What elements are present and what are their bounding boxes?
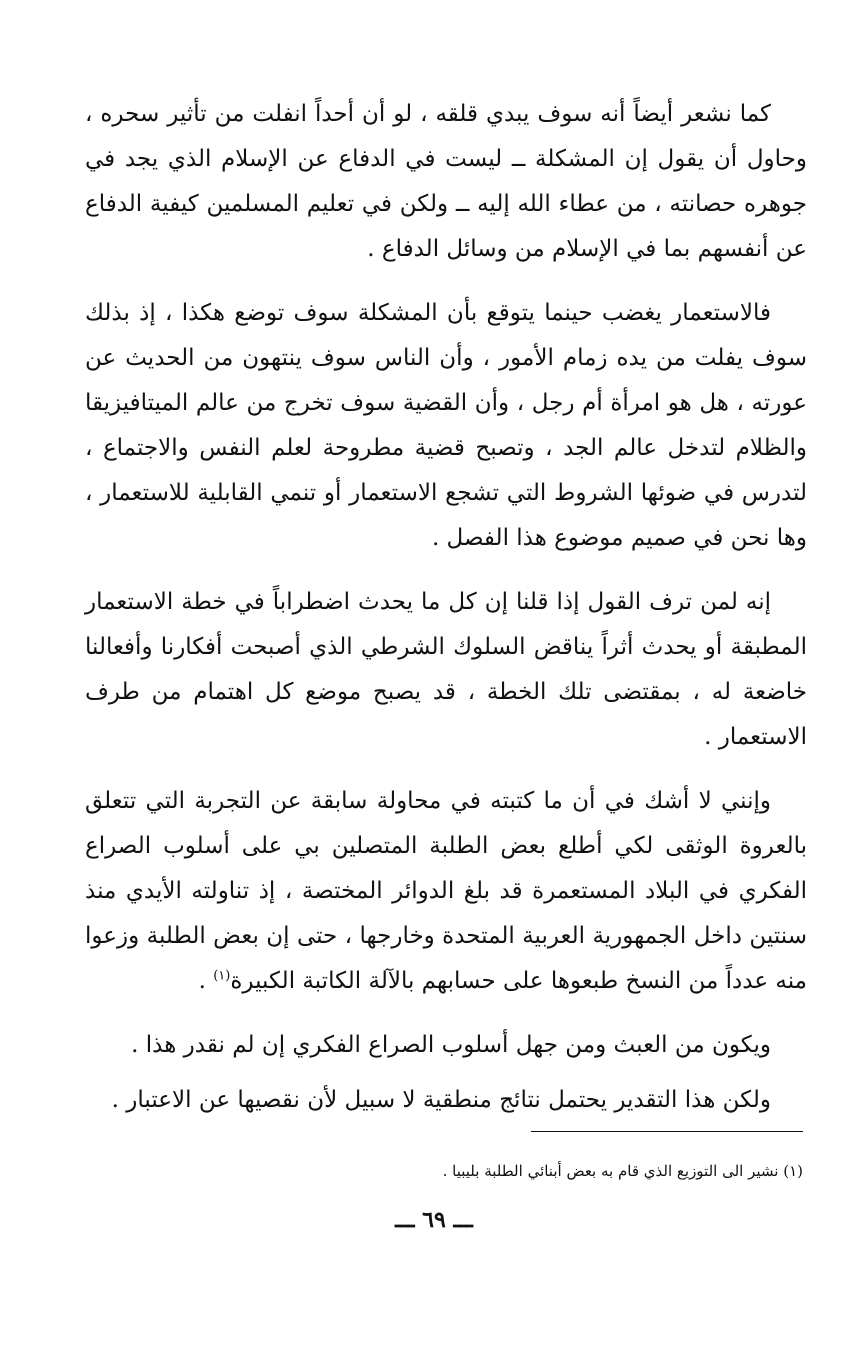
footnote-text: (١) نشير الى التوزيع الذي قام به بعض أبنائي الطلبة بليبيا . [442,1162,803,1180]
paragraph-2: فالاستعمار يغضب حينما يتوقع بأن المشكلة سوف توضع هكذا ، إذ بذلك سوف يفلت من يده زمام الأمور ، وأن الناس سوف ينتهون من الحديث عن عورته ، هل هو امرأة أم رجل ، وأن القضية سوف تخرج من عالم الميتافيزيقا والظلام لتدخل عالم الجد ، وتصبح قضية مطروحة لعلم النفس والاجتماع ، لتدرس في ضوئها الشروط التي تشجع الاستعمار أو تنمي القابلية للاستعمار ، وها نحن في صميم موضوع هذا الفصل . [85,300,807,551]
page-number: ـــ ٦٩ ـــ [395,1207,473,1233]
body-text [85,92,807,1133]
paragraph-5: ويكون من العبث ومن جهل أسلوب الصراع الفكري إن لم نقدر هذا . [131,1032,771,1058]
paragraph-4-text: وإنني لا أشك في أن ما كتبته في محاولة سابقة عن التجربة التي تتعلق بالعروة الوثقى لكي أطلع بعض الطلبة المتصلين بي على أسلوب الصراع الفكري في البلاد المستعمرة قد بلغ الدوائر المختصة ، إذ تناولته الأيدي منذ سنتين داخل الجمهورية العربية المتحدة وخارجها ، حتى إن بعض الطلبة وزعوا منه عدداً من النسخ طبعوها على حسابهم بالآلة الكاتبة الكبيرة [85,788,807,994]
paragraph-6: ولكن هذا التقدير يحتمل نتائج منطقية لا سبيل لأن نقصيها عن الاعتبار . [111,1087,771,1113]
footnote-reference: (١) [213,968,231,984]
paragraph-3: إنه لمن ترف القول إذا قلنا إن كل ما يحدث اضطراباً في خطة الاستعمار المطبقة أو يحدث أثراً يناقض السلوك الشرطي الذي أصبحت أفكارنا وأفعالنا خاضعة له ، بمقتضى تلك الخطة ، قد يصبح موضع كل اهتمام من طرف الاستعمار . [85,589,807,750]
footnote-divider [531,1131,803,1132]
paragraph-1: كما نشعر أيضاً أنه سوف يبدي قلقه ، لو أن أحداً انفلت من تأثير سحره ، وحاول أن يقول إن المشكلة ــ ليست في الدفاع عن الإسلام الذي يجد في جوهره حصانته ، من عطاء الله إليه ــ ولكن في تعليم المسلمين كيفية الدفاع عن أنفسهم بما في الإسلام من وسائل الدفاع . [85,101,807,262]
paragraph-4 [85,779,807,1004]
paragraph-4-end: . [198,968,214,994]
